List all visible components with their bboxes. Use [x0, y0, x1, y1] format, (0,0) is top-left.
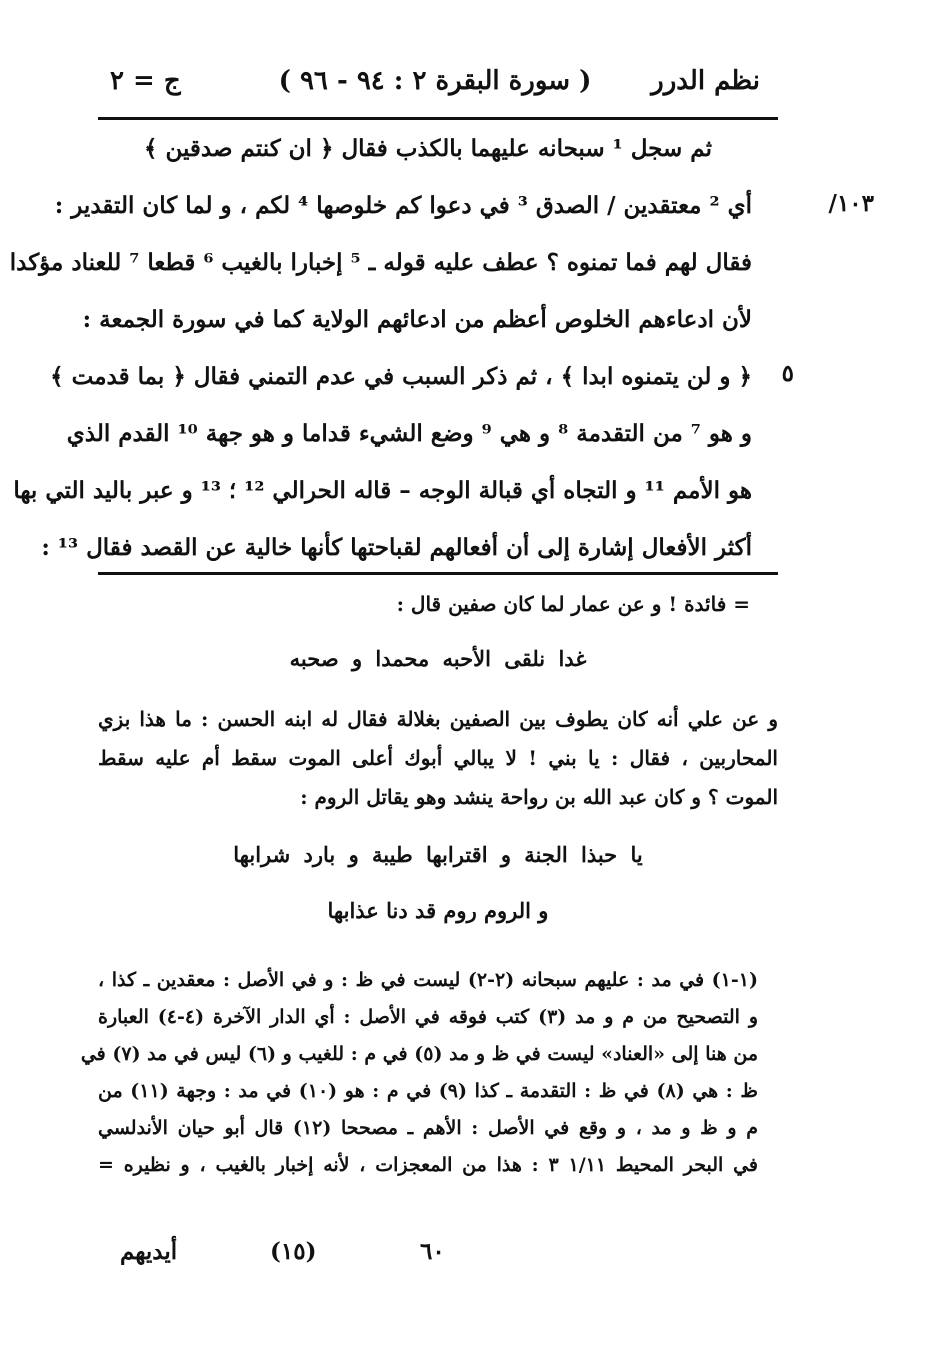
page-footer [120, 1238, 680, 1278]
text-line: أي ² معتقدين / الصدق ³ في دعوا كم خلوصها ⁴ لكم ، و لما كان التقدير : [54, 192, 752, 219]
footnote-line: المحاربين ، فقال : يا بني ! لا يبالي أبوك أعلى الموت سقط أم عليه سقط [98, 746, 778, 770]
text-line: ﴿ و لن يتمنوه ابدا ﴾ ، ثم ذكر السبب في عدم التمني فقال ﴿ بما قدمت ﴾ [50, 363, 752, 390]
catchword: أيديهم [120, 1238, 178, 1265]
folio-marker: /١٠٣ [828, 190, 874, 217]
variant-line: ظ : هي (٨) في ظ : التقدمة ـ كذا (٩) في م : هو (١٠) في مد : وجهة (١١) من [98, 1080, 759, 1102]
text-line: فقال لهم فما تمنوه ؟ عطف عليه قوله ـ ⁵ إخبارا بالغيب ⁶ قطعا ⁷ للعناد مؤكدا [9, 249, 752, 276]
surah-reference: ( سورة البقرة ٢ : ٩٤ - ٩٦ ) [278, 66, 592, 96]
poem-verse: غدا نلقى الأحبه محمدا و صحبه [289, 646, 587, 671]
poem-verse: يا حبذا الجنة و اقترابها طيبة و بارد شرابها [233, 842, 643, 867]
variant-line: (١-١) في مد : عليهم سبحانه (٢-٢) ليست في ظ : و في الأصل : معقدين ـ كذا ، [98, 969, 758, 991]
variant-line: و التصحيح من م و مد (٣) كتب فوقه في الأصل : أي الدار الآخرة (٤-٤) العبارة [98, 1006, 758, 1028]
text-line: و هو ⁷ من التقدمة ⁸ و هي ⁹ وضع الشيء قداما و هو جهة ¹⁰ القدم الذي [66, 420, 752, 447]
text-line: ثم سجل ¹ سبحانه عليهما بالكذب فقال ﴿ ان كنتم صدقين ﴾ [143, 135, 712, 162]
main-text [9, 120, 752, 576]
text-line: هو الأمم ¹¹ و التجاه أي قبالة الوجه – قاله الحرالي ¹² ؛ ¹³ و عبر باليد التي بها [13, 477, 752, 504]
volume-number: ج = ٢ [110, 66, 181, 96]
footnote-text [98, 700, 778, 817]
running-header [110, 60, 760, 104]
signature-mark: (١٥) [270, 1238, 317, 1265]
text-line: أكثر الأفعال إشارة إلى أن أفعالهم لقباحتها كأنها خالية عن القصد فقال ¹³ : [41, 534, 752, 561]
page-number: ٦٠ [420, 1238, 445, 1265]
footnote-line: و عن علي أنه كان يطوف بين الصفين بغلالة فقال له ابنه الحسن : ما هذا بزي [98, 707, 778, 731]
variant-line: في البحر المحيط ١/١١ ٣ : هذا من المعجزات ، لأنه إخبار بالغيب ، و نظيره = [98, 1154, 758, 1176]
variant-line: من هنا إلى «العناد» ليست في ظ و مد (٥) في م : للغيب و (٦) ليس في مد (٧) في [80, 1043, 758, 1065]
text-line: لأن ادعاءهم الخلوص أعظم من ادعائهم الولاية كما في سورة الجمعة : [82, 306, 752, 333]
footnote-separator [98, 572, 778, 575]
line-number-marker: ٥ [781, 360, 794, 387]
variant-readings [80, 962, 759, 1184]
footnote-line: الموت ؟ و كان عبد الله بن رواحة ينشد وهو يقاتل الروم : [300, 785, 778, 809]
variant-line: م و ظ و مد ، و وقع في الأصل : الأهم ـ مصححا (١٢) قال أبو حيان الأندلسي [98, 1117, 759, 1139]
poem-verse: و الروم روم قد دنا عذابها [327, 898, 549, 923]
footnote-continuation: = فائدة ! و عن عمار لما كان صفين قال : [396, 592, 750, 616]
book-title: نظم الدرر [651, 66, 760, 96]
